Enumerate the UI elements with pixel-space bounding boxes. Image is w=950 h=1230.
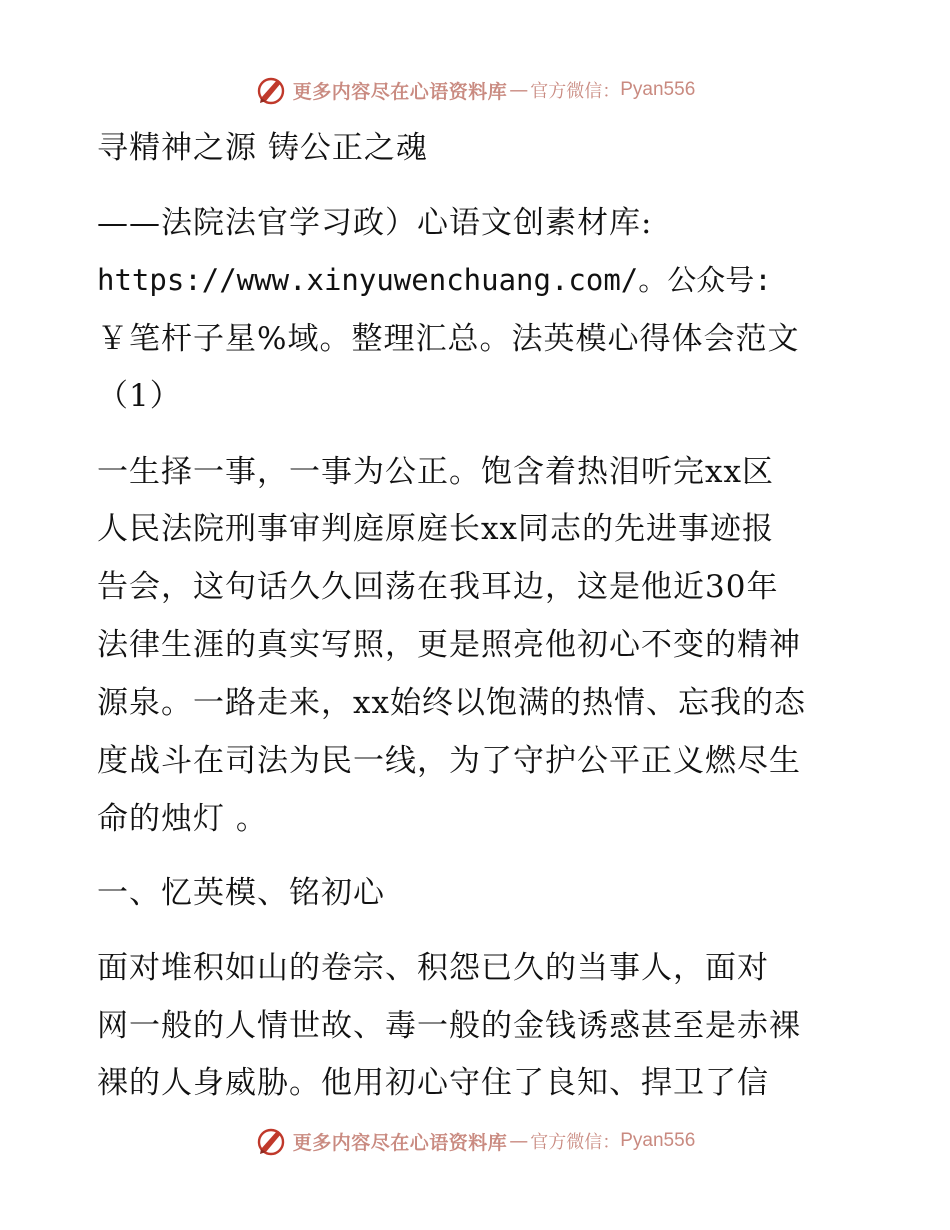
text-line: 一生择一事，一事为公正。饱含着热泪听完xx区 bbox=[97, 454, 774, 490]
text-line: （1） bbox=[97, 378, 182, 414]
text-line: ——法院法官学习政）心语文创素材库: bbox=[97, 205, 653, 241]
text-line: 网一般的人情世故、毒一般的金钱诱惑甚至是赤裸 bbox=[97, 1008, 801, 1044]
watermark-wechat-id: Pyan556 bbox=[620, 79, 696, 100]
text-line: 裸的人身威胁。他用初心守住了良知、捍卫了信 bbox=[97, 1065, 769, 1101]
text-line: 源泉。一路走来，xx始终以饱满的热情、忘我的态 bbox=[97, 685, 806, 721]
text-line: 告会，这句话久久回荡在我耳边，这是他近30年 bbox=[97, 569, 779, 605]
footer-watermark bbox=[0, 1121, 950, 1161]
document-title: 寻精神之源 铸公正之魂 bbox=[97, 130, 428, 166]
text-line: ￥笔杆子星%域。整理汇总。法英模心得体会范文 bbox=[97, 321, 800, 357]
pen-logo-icon bbox=[255, 74, 287, 106]
watermark-main-text: 更多内容尽在心语资料库 bbox=[292, 80, 508, 103]
pen-logo-icon bbox=[255, 1125, 287, 1157]
watermark-main-text: 更多内容尽在心语资料库 bbox=[292, 1131, 508, 1154]
text-line: 命的烛灯 。 bbox=[97, 801, 268, 837]
watermark-separator: — bbox=[509, 79, 529, 101]
watermark-sub-text: 官方微信： bbox=[530, 1132, 621, 1153]
text-line: 法律生涯的真实写照，更是照亮他初心不变的精神 bbox=[97, 627, 801, 663]
text-line: 面对堆积如山的卷宗、积怨已久的当事人，面对 bbox=[97, 950, 769, 986]
watermark-wechat-id: Pyan556 bbox=[620, 1130, 696, 1151]
header-watermark bbox=[0, 70, 950, 110]
watermark-separator: — bbox=[509, 1130, 529, 1152]
section-heading: 一、忆英模、铭初心 bbox=[97, 875, 385, 911]
watermark-sub-text: 官方微信： bbox=[530, 81, 621, 102]
text-line: 度战斗在司法为民一线，为了守护公平正义燃尽生 bbox=[97, 743, 801, 779]
text-line-url: https://www.xinyuwenchuang.com/。公众号: bbox=[97, 263, 772, 297]
text-line: 人民法院刑事审判庭原庭长xx同志的先进事迹报 bbox=[97, 511, 774, 547]
